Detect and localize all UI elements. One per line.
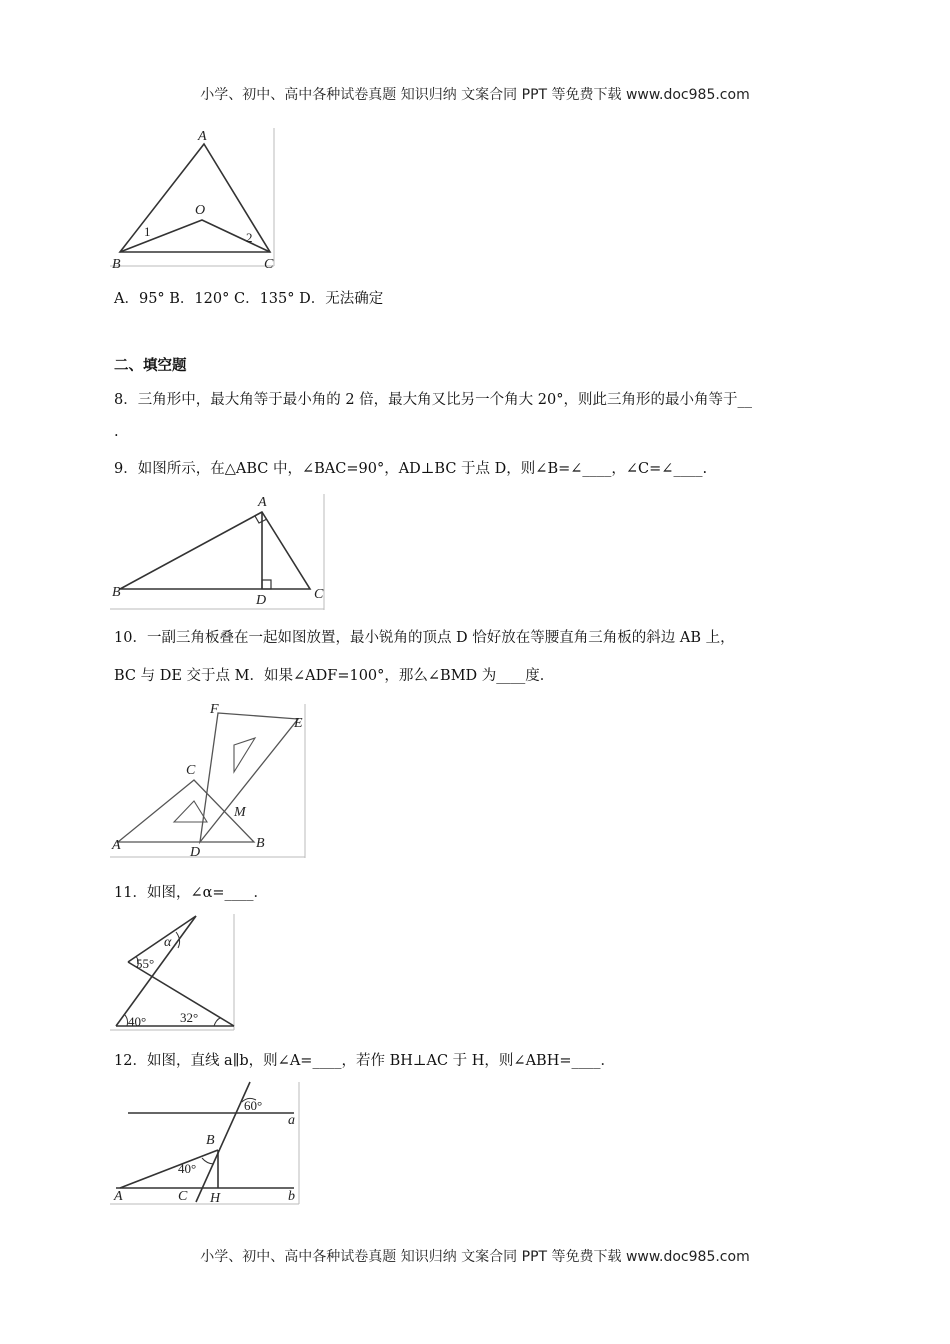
label-M: M <box>234 805 246 820</box>
label-40: 40° <box>128 1014 147 1029</box>
label-B: B <box>206 1133 215 1148</box>
label-C: C <box>264 257 274 272</box>
page-header: 小学、初中、高中各种试卷真题 知识归纳 文案合同 PPT 等免费下载 www.doc985.com <box>200 87 750 103</box>
label-angle-2: 2 <box>246 230 253 245</box>
figure-q10 <box>110 700 310 860</box>
label-angle-1: 1 <box>144 224 151 239</box>
q7-options: A．95° B．120° C．135° D．无法确定 <box>114 291 384 307</box>
q9-text: 9．如图所示，在△ABC 中，∠BAC=90°，AD⊥BC 于点 D，则∠B=∠____，∠C=∠____. <box>114 461 708 477</box>
label-B: B <box>112 257 121 272</box>
label-A: A <box>258 495 267 510</box>
q10-line2: BC 与 DE 交于点 M．如果∠ADF=100°，那么∠BMD 为____度． <box>114 668 555 684</box>
label-C: C <box>314 587 324 602</box>
label-a: a <box>288 1113 295 1128</box>
q10-line1: 10．一副三角板叠在一起如图放置，最小锐角的顶点 D 恰好放在等腰直角三角板的斜边 AB 上， <box>114 630 735 646</box>
page-footer: 小学、初中、高中各种试卷真题 知识归纳 文案合同 PPT 等免费下载 www.doc985.com <box>200 1249 750 1265</box>
label-O: O <box>195 203 206 218</box>
figure-q12 <box>110 1078 305 1208</box>
label-B: B <box>112 585 121 600</box>
label-b: b <box>288 1189 295 1204</box>
label-D: D <box>190 845 201 860</box>
label-C: C <box>178 1189 188 1204</box>
figure-q11 <box>110 910 240 1034</box>
label-F: F <box>210 702 219 717</box>
q8-line2: . <box>114 424 119 440</box>
label-A: A <box>198 129 207 144</box>
q8-line1: 8．三角形中，最大角等于最小角的 2 倍，最大角又比另一个角大 20°，则此三角形的最小角等于__ <box>114 392 752 408</box>
label-40: 40° <box>178 1161 197 1176</box>
label-E: E <box>294 716 303 731</box>
label-60: 60° <box>244 1098 263 1113</box>
label-A: A <box>114 1189 123 1204</box>
section-title: 二、填空题 <box>114 358 187 374</box>
q12-text: 12．如图，直线 a∥b，则∠A=____，若作 BH⊥AC 于 H，则∠ABH=____． <box>114 1053 615 1069</box>
label-55: 55° <box>136 956 155 971</box>
label-C: C <box>186 763 196 778</box>
label-H: H <box>210 1191 221 1206</box>
label-D: D <box>256 593 267 608</box>
label-A: A <box>112 838 121 853</box>
figure-q9 <box>110 492 330 610</box>
label-32: 32° <box>180 1010 199 1025</box>
label-alpha: α <box>164 935 172 950</box>
label-B: B <box>256 836 265 851</box>
q11-text: 11．如图，∠α=____． <box>114 885 269 901</box>
figure-q7 <box>110 126 280 272</box>
